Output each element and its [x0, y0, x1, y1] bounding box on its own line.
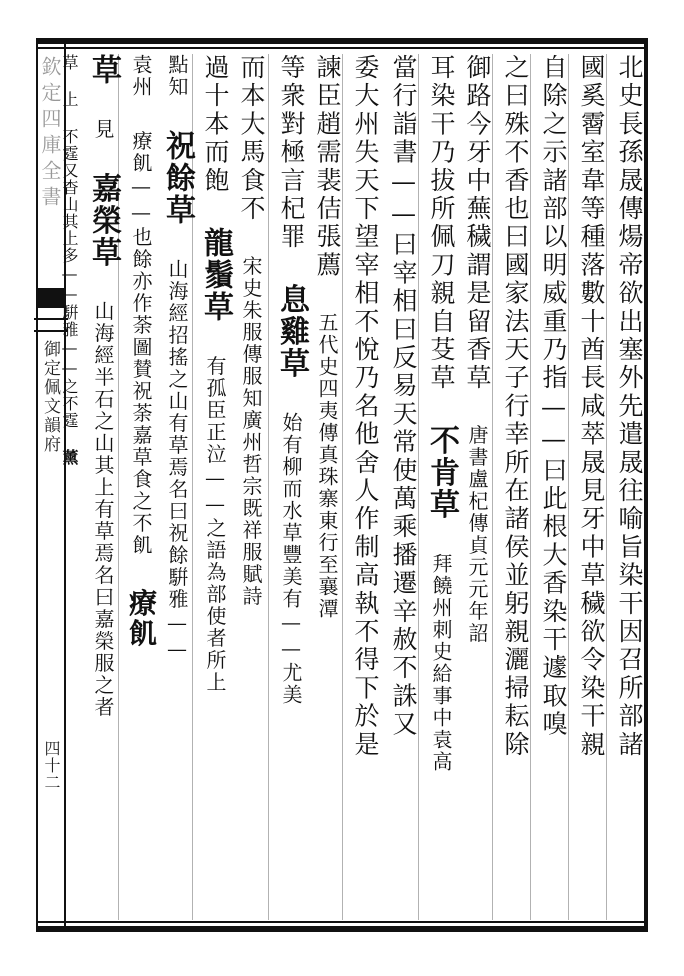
column-rule — [268, 54, 269, 920]
column-text: 袁州 — [129, 54, 153, 98]
entry-headword: 祝餘草 — [160, 130, 195, 227]
column-text: 北史長孫晟傳煬帝欲出塞外先遣晟往喻旨染干因召所部諸 — [615, 54, 644, 759]
entry-headword: 龍鬚草 — [198, 227, 233, 324]
column-text: 諫臣趙需裴佶張薦 — [313, 54, 342, 280]
column-text: 耳染干乃拔所佩刀親自芟草 — [427, 54, 456, 393]
column-rule — [568, 54, 569, 920]
entry-note: 療飢——也餘亦作荼圖賛祝荼嘉草食之不飢 — [129, 130, 153, 557]
frame-top-thin-rule — [36, 47, 648, 49]
entry-mark: 見 — [91, 118, 115, 141]
entry-note: 不霆又杳山其上多——騈雅——之不霆 — [60, 128, 79, 429]
entry-note: 唐書盧杞傳貞元元年詔 — [465, 424, 489, 645]
entry-note: 拜饒州刺史給事中袁高 — [429, 552, 453, 773]
text-column-1 — [610, 54, 644, 920]
column-rule — [606, 54, 607, 920]
column-text: 國奚霫室韋等種落數十酋長咸萃晟見牙中草穢欲令染干親 — [577, 54, 606, 759]
entry-note: 有孤臣正泣——之語為部使者所上 — [203, 355, 227, 694]
text-column-8 — [346, 54, 380, 920]
entry-headword: 不肯草 — [424, 424, 459, 521]
text-column-4 — [496, 54, 530, 920]
column-text: 當行詣書——曰宰相曰反易天常使萬乘播遷辛赦不誅又 — [389, 54, 418, 739]
text-column-9 — [308, 54, 342, 920]
column-text: 委大州失天下望宰相不悅乃名他舍人作制高執不得下於是 — [351, 54, 380, 759]
column-text: 點知 — [165, 54, 189, 98]
entry-mark: 上 — [60, 91, 79, 108]
entry-note: 山海經招搖之山有草焉名曰祝餘騈雅—— — [165, 258, 189, 663]
entry-note: 山海經半石之山其上有草焉名曰嘉榮服之者 — [91, 300, 115, 719]
text-column-11 — [232, 54, 266, 920]
text-column-15 — [84, 54, 121, 920]
column-rule — [492, 54, 493, 920]
frame-bottom-thin-rule — [36, 921, 648, 923]
column-text: 過十本而飽 — [201, 54, 230, 195]
column-text: 自除之示諸部以明威重乃指——曰此根大香染干遽取嗅 — [539, 54, 568, 739]
entry-note: 五代史四夷傳真珠寨東行至襄潭 — [315, 311, 339, 620]
text-column-3 — [534, 54, 568, 920]
text-column-14 — [122, 54, 156, 920]
column-rule — [530, 54, 531, 920]
text-column-10 — [272, 54, 309, 920]
column-rule — [418, 54, 419, 920]
text-column-13 — [158, 54, 195, 920]
entry-note: 宋史朱服傳服知廣州哲宗既祥服賦詩 — [239, 255, 263, 608]
column-text: 草 — [86, 54, 121, 86]
column-text: 之曰殊不香也曰國家法天子行幸所在諸侯並躬親灑掃耘除 — [501, 54, 530, 759]
text-column-6 — [422, 54, 459, 920]
entry-headword: 息雞草 — [274, 283, 309, 380]
book-title: 御定佩文韻府 — [40, 340, 60, 454]
entry-headword: 薰 — [60, 449, 79, 466]
column-text: 等衆對極言杞罪 — [277, 54, 306, 252]
text-column-5 — [458, 54, 492, 920]
frame-bottom-rule — [36, 926, 648, 932]
text-column-2 — [572, 54, 606, 920]
text-column-16 — [60, 54, 84, 920]
frame-right-rule — [644, 38, 648, 932]
margin-fragment: 欽定四庫全書 — [38, 56, 62, 212]
text-column-12 — [196, 54, 233, 920]
text-column-7 — [384, 54, 418, 920]
column-text: 御路今牙中蕪穢謂是留香草 — [463, 54, 492, 393]
column-rule — [342, 54, 343, 920]
entry-headword: 嘉榮草 — [86, 172, 121, 269]
entry-headword: 療飢 — [125, 588, 158, 649]
entry-note: 始有柳而水草豐美有——尤美 — [279, 411, 303, 706]
column-text: 而本大馬食不 — [237, 54, 266, 224]
page-number: 四十二 — [42, 740, 61, 791]
frame-top-rule — [36, 38, 648, 44]
column-text: 草 — [60, 54, 79, 71]
